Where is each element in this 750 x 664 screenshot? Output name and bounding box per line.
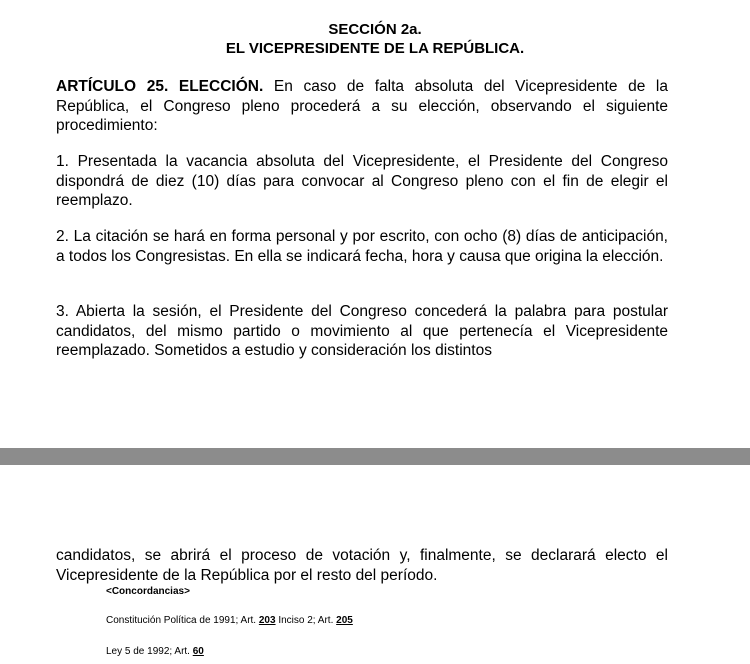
reference-text: Inciso 2; Art. [275, 615, 337, 626]
section-title: SECCIÓN 2a. [328, 21, 422, 38]
reference-text: Constitución Política de 1991; Art. [106, 615, 259, 626]
concordancias-heading: <Concordancias> [106, 586, 190, 597]
concordancia-reference [106, 614, 353, 627]
article-intro-text: En caso de falta absoluta del Vicepresidente de la República, el Congreso pleno procederá a su elección, observando el siguiente procedimiento: [56, 78, 668, 134]
article-item-1: 1. Presentada la vacancia absoluta del Vicepresidente, el Presidente del Congreso dispondrá de diez (10) días para convocar al Congreso pleno con el fin de elegir el reemplazo. [56, 153, 668, 209]
article-intro [56, 77, 668, 136]
article-label: ARTÍCULO 25. ELECCIÓN. [56, 78, 264, 95]
page-break-divider [0, 448, 750, 465]
section-subtitle: EL VICEPRESIDENTE DE LA REPÚBLICA. [225, 40, 525, 57]
article-item-3: 3. Abierta la sesión, el Presidente del Congreso concederá la palabra para postular candidatos, del mismo partido o movimiento al que pertenecía el Vicepresidente reemplazado. Sometidos a estudio y consideración los distintos [56, 303, 668, 359]
article-item-2: 2. La citación se hará en forma personal y por escrito, con ocho (8) días de anticipación, a todos los Congresistas. En ella se indicará fecha, hora y causa que origina la elección. [56, 228, 668, 265]
reference-text: Ley 5 de 1992; Art. [106, 646, 193, 657]
page-lower [0, 465, 750, 664]
article-link[interactable]: 60 [192, 646, 204, 657]
article-link[interactable]: 205 [336, 615, 353, 626]
article-link[interactable]: 203 [258, 615, 276, 626]
article-item-3-continued: candidatos, se abrirá el proceso de votación y, finalmente, se declarará electo el Vicepresidente de la República por el resto del período. [56, 547, 668, 584]
concordancia-reference [106, 645, 204, 658]
